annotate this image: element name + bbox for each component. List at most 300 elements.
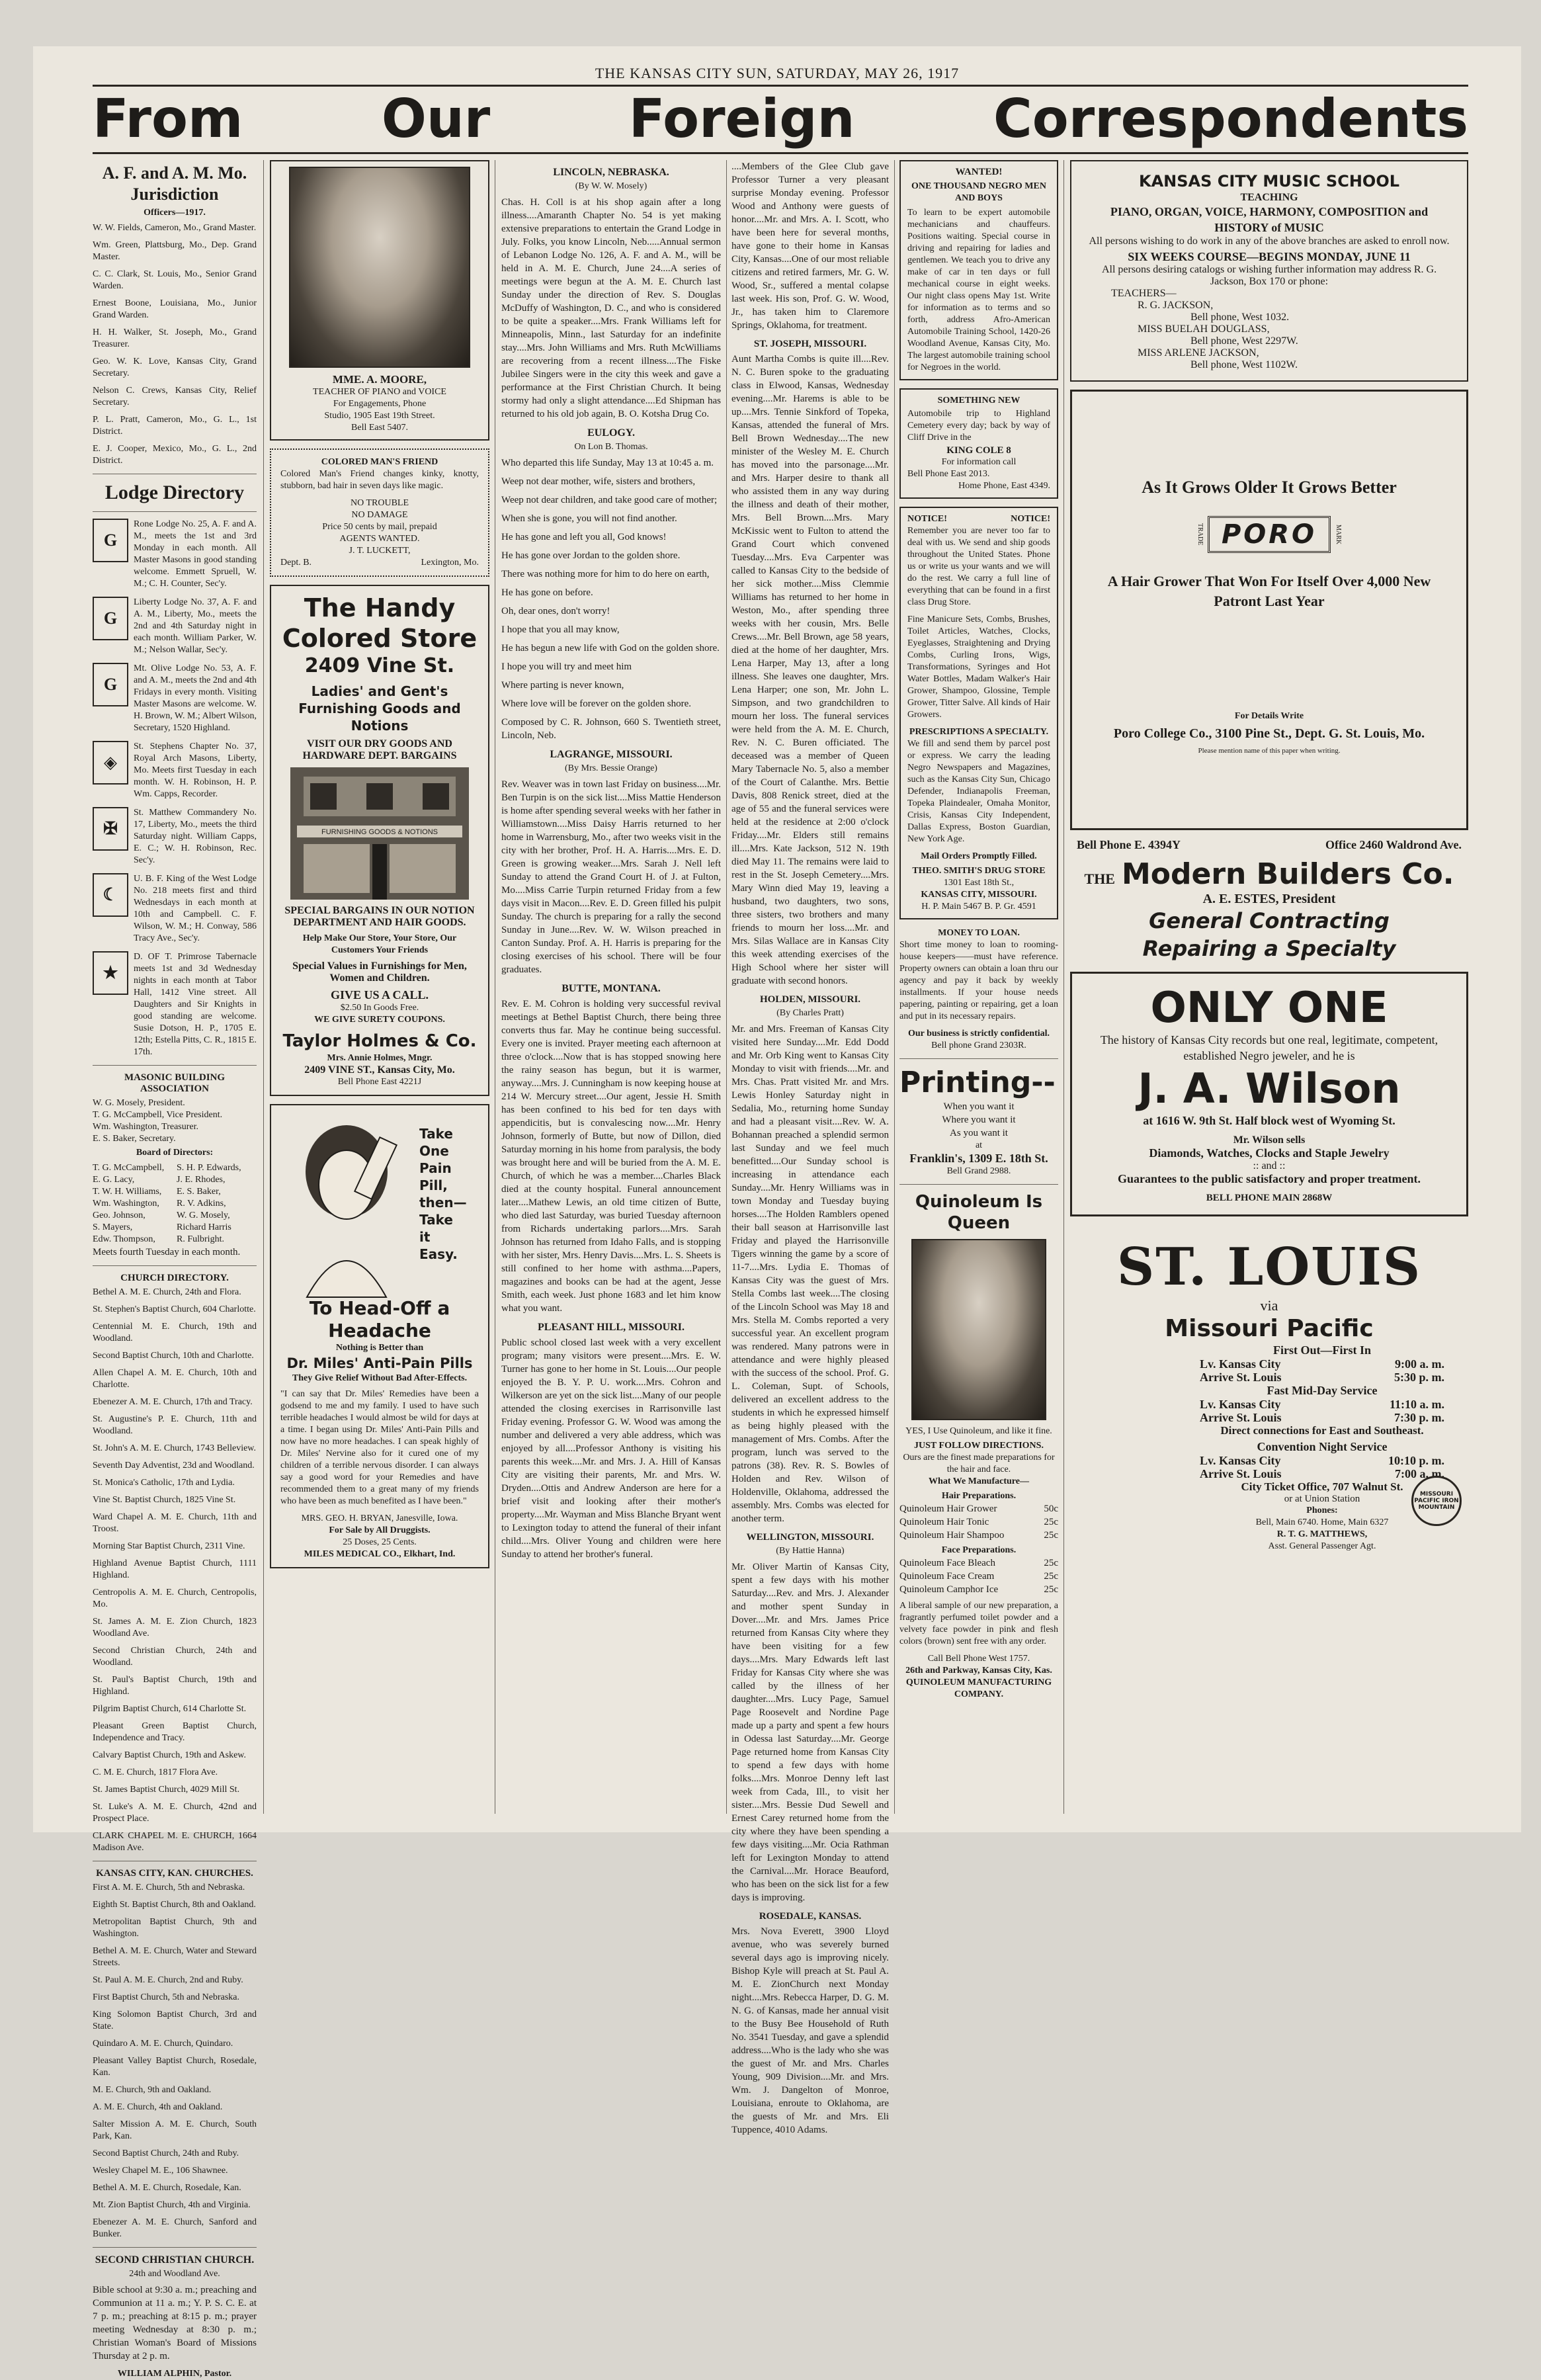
something-new-text: Automobile trip to Highland Cemetery every day; back by way of Cliff Drive in the [907,409,1050,443]
something-new-title: SOMETHING NEW [937,396,1020,405]
printing-phone: Bell Grand 2988. [946,1166,1011,1176]
church-entry: St. James Baptist Church, 4029 Mill St. [93,1785,240,1795]
convention-night: Convention Night Service [1257,1440,1388,1453]
lodge-entry [93,519,257,590]
eulogy-composed: Composed by C. R. Johnson, 660 S. Twentieth street, Lincoln, Neb. [501,717,721,741]
column-ads-middle [899,160,1058,1814]
church-entry: Second Christian Church, 24th and Woodland. [93,1646,257,1668]
dateline: THE KANSAS CITY SUN, SATURDAY, MAY 26, 1917 [595,65,960,81]
hair-preparations-title: Hair Preparations. [941,1491,1017,1501]
column-rule [894,160,895,1814]
drug-store-phone: H. P. Main 5467 B. P. Gr. 4591 [921,902,1036,912]
price-row [899,1515,1058,1529]
train-time: 11:10 a. m. [1390,1398,1444,1411]
price-row [899,1502,1058,1515]
store-front-illustration [290,767,469,900]
builders-president: A. E. ESTES, President [1202,892,1336,906]
verse-line: Weep not dear children, and take good care of mother; [501,495,718,505]
miles-signature: MRS. GEO. H. BRYAN, Janesville, Iowa. [301,1513,458,1523]
butte-text: Rev. E. M. Cohron is holding very successful revival meetings at Bethel Baptist Church, there being three converts thus far. May he continue being successful. Every one is invited. Prayer meeting each afternoon at three o'clock....Now that is has stopped snowing here the rainy season has begun, but it is warmer, anyway....Mrs. J. Cunningham is now keeping house at 214 W. Mercury street....Our agent, Jessie H. Smith has been confined to his bed for ten days with appendicitis, but is convalescing now....Mr. Henry Johnson, formerly of Butte, but now of Dillon, died Saturday morning in his home from paralysis, the body was brought here and will be buried from the A. M. E. Church, of which he was a member....Charles Black died at the county hospital. Funeral announcement later....Mathew Lewis, an old time citizen of Butte, who died last Saturday, was buried Tuesday afternoon from Richards undertaking parlors....Mrs. Sarah Johnson has returned from Idaho Falls, and is stopping with her sister, Mrs. Henry Davis....Mrs. L. S. Sheets is still confined to her home with asthma....Papers, magazines and books can be had at the agent, Jesse Smith, each week. Just phone 1683 and let him know what you want. [501,999,721,1314]
drug-store-ad [899,507,1058,919]
handy-help: Help Make Our Store, Your Store, Our Customers Your Friends [302,933,457,955]
kck-churches-title: KANSAS CITY, KAN. CHURCHES. [96,1868,253,1879]
cmf-line: AGENTS WANTED. [339,534,420,544]
church-entry: St. Augustine's P. E. Church, 11th and Woodland. [93,1414,257,1436]
money-confidential: Our business is strictly confidential. [907,1029,1050,1039]
miles-slogan-line: it [419,1229,431,1245]
church-entry: Seventh Day Adventist, 23d and Woodland. [93,1461,255,1470]
handy-address: 2409 Vine St. [304,654,455,677]
second-christian-pastor: WILLIAM ALPHIN, Pastor. [117,2369,232,2379]
lincoln-byline: (By W. W. Mosely) [575,181,647,191]
wilson-and: :: and :: [1253,1160,1286,1171]
lodge-entry [93,741,257,800]
handy-coupons: WE GIVE SURETY COUPONS. [314,1015,445,1025]
church-entry: Wesley Chapel M. E., 106 Shawnee. [93,2166,228,2176]
wilson-address: at 1616 W. 9th St. Half block west of Wyoming St. [1143,1114,1395,1127]
officer-entry: C. C. Clark, St. Louis, Mo., Senior Grand Warden. [93,269,257,291]
second-christian-text: Bible school at 9:30 a. m.; preaching and Communion at 11 a. m.; Y. P. S. C. E. at 7 p. m.; preaching at 8:15 p. m.; prayer meeting Wednesday at 8:30 p. m.; Christian Woman's Board of Missions Thursday at 2 p. m. [93,2285,257,2361]
officer-entry: Ernest Boone, Louisiana, Mo., Junior Grand Warden. [93,298,257,320]
music-enroll: All persons wishing to do work in any of the above branches are asked to enroll now. [1089,235,1450,247]
church-entry: Bethel A. M. E. Church, 24th and Flora. [93,1287,241,1297]
officer-entry: Nelson C. Crews, Kansas City, Relief Secretary. [93,386,257,407]
poro-ad [1070,390,1468,830]
printing-title: Printing-- [899,1066,1056,1099]
train-row [1200,1398,1444,1411]
music-teachers [1085,300,1454,371]
notice-right: NOTICE! [1011,514,1050,524]
miles-slogan-line: Pain Pill, [419,1160,452,1193]
train-row [1200,1411,1444,1424]
poro-mention: Please mention name of this paper when writing. [1198,747,1341,755]
handy-visit: VISIT OUR DRY GOODS AND HARDWARE DEPT. BARGAINS [302,738,457,761]
verse-line: Where parting is never known, [501,680,624,691]
director-name: R. Fulbright. [177,1234,224,1244]
director-name: Wm. Washington, [93,1199,159,1209]
colored-mans-friend-ad [270,448,489,577]
lagrange-text: Rev. Weaver was in town last Friday on business....Mr. Ben Turpin is on the sick list....Miss Mattie Henderson is home after spending several weeks with her father in Williamstown....Miss Daisy Harris returned to her home in Warrensburg, Mo., after two weeks visit in the city with her brother, Prof. H. A. Harris....Mrs. E. D. Green is growing weaker....Mrs. Sarah J. Nell left Sunday to attend the Grand Court H. of J. at Fulton, Mo....Miss Carrie Turpin returned Friday from a few days visit in Macon....Rev. E. D. Green filled his pulpit Sunday. The church is preparing for a rally the second Sunday in June....Rev. W. W. Wilson preached in Canton Sunday. Prof. A. H. Harris is preparing for the closing exercises of his school. There will be four graduates. [501,779,721,975]
masonic-title: MASONIC BUILDING ASSOCIATION [124,1072,226,1094]
church-entry: Highland Avenue Baptist Church, 1111 Highland. [93,1558,257,1580]
hair-price-list [899,1502,1058,1542]
lodge-entry [93,807,257,867]
lodge-text: Liberty Lodge No. 37, A. F. and A. M., Liberty, Mo., meets the 2nd and 4th Saturday night in each month. William Parker, W. M.; Nelson Wallar, Sec'y. [134,597,257,655]
masonic-emblem-icon: ★ [93,951,128,995]
wanted-sub: ONE THOUSAND NEGRO MEN AND BOYS [911,181,1046,203]
directors-right [177,1162,257,1246]
director-name: Edw. Thompson, [93,1234,155,1244]
moore-ad [270,160,489,441]
handy-values: Special Values in Furnishings for Men, Women and Children. [292,960,467,984]
product-name: Quinoleum Hair Grower [899,1504,997,1514]
column-rule [1063,160,1064,1814]
printing-line: Where you want it [942,1115,1016,1125]
phones: Bell, Main 6740. Home, Main 6327 [1255,1517,1389,1527]
church-entry: Salter Mission A. M. E. Church, South Park, Kan. [93,2119,257,2141]
lodge-entry [93,663,257,734]
something-new-phone-home: Home Phone, East 4349. [958,481,1050,491]
masonic-officers [93,1097,257,1145]
verse-line: I hope that you all may know, [501,624,620,635]
moore-portrait [289,167,470,368]
notice-text-goods: Fine Manicure Sets, Combs, Brushes, Toilet Articles, Watches, Clocks, Eyeglasses, Straightening and Drying Combs, Curling Irons, Wigs, Transformations, Syringes and Hot Water Bottles, Madam Walker's Hair Grower, Shampoo, Glossine, Temple Grower, Titter Salve. All kinds of Hair Growers. [907,615,1050,720]
wanted-ad [899,160,1058,380]
church-entry: Vine St. Baptist Church, 1825 Vine St. [93,1495,236,1505]
officer-entry: Geo. W. K. Love, Kansas City, Grand Secretary. [93,357,257,378]
builders-office: Office 2460 Waldrond Ave. [1325,838,1462,851]
rosedale-text: Mrs. Nova Everett, 3900 Lloyd avenue, who was severely burned several days ago is improving nicely. Bishop Kyle will preach at St. Paul A. M. E. ZionChurch next Monday night....Mrs. Rebecca Harper, D. G. M. N. G. of Kansas, made her annual visit to the Busy Bee Household of Ruth No. 3541 Tuesday, and gave a splendid address....Who is the lady who she was the guest of Mr. and Mrs. Charles Young, 909 Division....Mr. and Mrs. Wm. J. Dangelton of Monroe, Louisiana, enroute to Oklahoma, are the guests of Mr. and Mrs. Eli Tuppence, 4010 Adams. [731,1926,889,2135]
agent-title: Asst. General Passenger Agt. [1268,1541,1376,1551]
verse-line: I hope you will try and meet him [501,661,632,672]
church-entry: C. M. E. Church, 1817 Flora Ave. [93,1767,218,1777]
cmf-lines [280,497,479,557]
lodge-text: Mt. Olive Lodge No. 53, A. F. and A. M., meets the 2nd and 4th Fridays in every month. Visiting Master Masons are welcome. W. H. Brown, W. M.; Albert Wilson, Secretary, 1520 Highland. [134,663,257,733]
music-teaching: TEACHING [1240,192,1298,203]
church-entry: Quindaro A. M. E. Church, Quindaro. [93,2039,233,2049]
quinoleum-sample: A liberal sample of our new preparation, a fragrantly perfumed toilet powder and a velvety face powder in pink and flesh colors (brown) sent free with any order. [899,1601,1058,1646]
divider [93,511,257,512]
miles-headline: To Head-Off a Headache [309,1297,450,1341]
train-time: 9:00 a. m. [1395,1357,1444,1371]
direct-connections: Direct connections for East and Southeast. [1220,1424,1424,1437]
music-six-weeks: SIX WEEKS COURSE—BEGINS MONDAY, JUNE 11 [1128,250,1411,263]
verse-line: He has gone over Jordan to the golden shore. [501,550,681,561]
train-row [1200,1454,1444,1467]
poro-trade: TRADE [1196,523,1204,546]
builders-name: Modern Builders Co. [1121,857,1454,891]
poro-address: Poro College Co., 3100 Pine St., Dept. G. St. Louis, Mo. [1113,726,1425,741]
quinoleum-company: QUINOLEUM MANUFACTURING COMPANY. [905,1678,1052,1699]
mid-day: Fast Mid-Day Service [1267,1384,1378,1397]
af-am-subtitle: Officers—1917. [144,208,206,218]
king-cole: KING COLE 8 [946,445,1011,456]
price-row [899,1529,1058,1542]
poro-logo [1085,516,1453,553]
church-entry: Bethel A. M. E. Church, Rosedale, Kan. [93,2183,241,2193]
church-entry: Pilgrim Baptist Church, 614 Charlotte St. [93,1704,247,1714]
store-sign: FURNISHING GOODS & NOTIONS [321,828,438,836]
director-name: E. S. Baker, [177,1187,221,1197]
money-title: MONEY TO LOAN. [938,928,1020,938]
teacher-phone: Bell phone, West 1102W. [1190,359,1298,370]
column-ads-left [270,160,489,1814]
printing-line: When you want it [943,1101,1015,1112]
product-name: Quinoleum Camphor Ice [899,1584,999,1595]
wellington-text: Mr. Oliver Martin of Kansas City, spent a few days with his mother Saturday....Rev. and Mrs. J. Alexander and mother spent Sunday in Dover....Mr. and Mrs. James Price returned from Kansas City where they have been visiting for a few days....Mrs. Mary Edwards left last Friday for Kansas City where she was called by the illness of her daughter....Mrs. Lucy Page, Samuel Page Roosevelt and Nordine Page made up a party and spent a few hours in Odessa last Saturday....Mr. George Page returned home from Kansas City to spend a few days with home folks....Mrs. Monroe Denny left last week from Cada, Ill., to visit her sister....Mrs. Bessie Dud Sewell and Ernest Carey returned home from the city where they have been spending a few days visiting....Mr. Ocia Rathman left for Lexington Monday to attend the Carnival....Mr. Horace Beauford, who has been on the sick list for a few days is improving. [731,1562,889,1903]
phones-label: Phones: [1306,1506,1338,1515]
holden-text: Mr. and Mrs. Freeman of Kansas City visited here Sunday....Mr. Edd Dodd and Mr. Orb King went to Kansas City Monday to visit with friends....Mr. and Mrs. Chas. Pratt visited Mr. and Mrs. Lewis Honley Saturday night in Sedalia, Mo., returning home Sunday and had a pleasant visit....Rev. W. A. Bohannan preached a splendid sermon last Sunday and we feel much benefitted....Our Sunday school is increasing in attendance each Sunday....Mr. Henry Williams was in town Monday and Tuesday buying horses....The Holden Ramblers opened their ball season at Harrisonville last Friday and played the Harrisonville Tigers winning the game by a score of 11-7....Mrs. Lydia E. Thomas of Kansas City was the guest of Mrs. Stella Combs last week....The closing of the Lincoln School was May 18 and Mrs. Stella M. Combs reported a very successful year. An excellent program was rendered. Many patrons were in attendance and were highly pleased with the success of the school. Prof. G. L. Coleman, Supt. of Schools, delivered an excellent address to the students in which he expressed himself as being highly pleased with the management of Mrs. Combs. After the program, lunch was served to the patrons (38). Rev. R. S. Bowles of Holden and Rev. Wilson of Holdenville, Oklahoma, addressed the assembly. Mrs. Combs was elected for another term. [731,1024,889,1524]
taylor-holmes-address: 2409 VINE ST., Kansas City, Mo. [304,1064,455,1076]
train-times-midday [1200,1398,1444,1424]
church-entry: First Baptist Church, 5th and Nebraska. [93,1992,240,2002]
church-entry: Ward Chapel A. M. E. Church, 11th and Troost. [93,1512,257,1534]
moore-line: For Engagements, Phone [333,399,427,409]
moore-line: TEACHER OF PIANO and VOICE [313,387,446,397]
something-new-ad [899,388,1058,499]
missouri-pacific: Missouri Pacific [1165,1315,1374,1342]
teacher-phone: Bell phone, West 2297W. [1190,335,1298,347]
price-row [899,1583,1058,1596]
product-name: Quinoleum Face Bleach [899,1558,995,1568]
miles-product: Dr. Miles' Anti-Pain Pills [286,1355,473,1371]
lincoln-text: Chas. H. Coll is at his shop again after a long illness....Amaranth Chapter No. 54 is yet making extensive preparations to entertain the Grand Lodge in July. Folks, you know Lincoln, Neb.....Annual sermon of Lebanon Lodge No. 126, A. F. and A. M., will be held in A. M. E. Church, June 24....A series of meetings were begun at the A. M. E. Church last Sunday under the direction of Rev. S. Douglas McDuffy of Washington, D. C., and who is considered to be quite a speaker....Mrs. Frank Williams left for Minneapolis, Minn., last Saturday for an indefinite stay....Mrs. John Williams and Mrs. Ruth McWilliams are recovering from a recent illness....The Fiske Jubilee Singers were in the city this week and gave a performance at the First Christian Church. It being stormy had only a slight attendance....Ed Shipman has returned to his old job again, B. O. Kotsha Drug Co. [501,197,721,419]
cmf-text: Colored Man's Friend changes kinky, knotty, stubborn, bad hair in seven days like magic. [280,469,479,491]
teacher-name: MISS BUELAH DOUGLASS, [1138,323,1270,335]
miles-slogan [419,1112,479,1297]
director-name: E. G. Lacy, [93,1175,135,1185]
product-price: 25c [1044,1530,1058,1541]
agent-name: R. T. G. MATTHEWS, [1276,1529,1368,1539]
money-phone: Bell phone Grand 2303R. [931,1041,1026,1050]
officer-entry: P. L. Pratt, Cameron, Mo., G. L., 1st District. [93,415,257,437]
church-entry: Allen Chapel A. M. E. Church, 10th and Charlotte. [93,1368,257,1390]
first-out: First Out—First In [1273,1343,1371,1357]
handy-goods-free: $2.50 In Goods Free. [340,1003,419,1013]
directors-meet: Meets fourth Tuesday in each month. [93,1247,241,1257]
product-name: Quinoleum Hair Tonic [899,1517,989,1527]
cmf-line: Price 50 cents by mail, prepaid [322,522,437,532]
director-name: T. W. H. Williams, [93,1187,162,1197]
lodge-text: Rone Lodge No. 25, A. F. and A. M., meets the 1st and 3rd Monday in each month. All Master Masons in good standing welcome. Emmett Spruell, W. M.; C. H. Counter, Sec'y. [134,519,257,589]
church-entry: Calvary Baptist Church, 19th and Askew. [93,1750,247,1760]
miles-relief: They Give Relief Without Bad After-Effects. [292,1373,468,1383]
music-teachers-label: TEACHERS— [1111,288,1177,299]
train-label: Arrive St. Louis [1200,1467,1282,1480]
church-entry: St. Luke's A. M. E. Church, 42nd and Prospect Place. [93,1802,257,1824]
teacher-phone: Bell phone, West 1032. [1190,312,1290,323]
face-price-list [899,1556,1058,1596]
cmf-line: NO TROUBLE [350,498,409,508]
column-news-1 [501,160,721,1814]
wanted-text: To learn to be expert automobile mechanicians and chauffeurs. Positions waiting. Special course in driving and repairing for ladies and gentlemen. We teach you to drive any make of car in ten days or full mechanical course in eight weeks. Our night class opens May 1st. Write for information as to terms and so forth, address Afro-American Automobile Training School, 1420-26 Woodland Avenue, Kansas City, Mo. The largest automobile training school for Negroes in the world. [907,208,1050,372]
union-station: or at Union Station [1284,1494,1360,1504]
woman-portrait-icon [280,1112,413,1297]
st-joseph-text: Aunt Martha Combs is quite ill....Rev. N. C. Buren spoke to the graduating class in Elwood, Kansas, Wednesday evening....Mr. Harems is able to be up....Mrs. Tennie Sinkford of Topeka, Kansas, attended the funeral of Mrs. Bell Brown Wednesday....The new minister of the Wesley M. E. Church has moved into the parsonage....Mr. and Mrs. Harper desire to thank all who assisted them in any way during the illness and death of their mother, Mrs. Bell Brown....Mrs. Mary McKissic went to Fulton to attend the Grand Court which convened Tuesday....Mrs. Eva Carpenter was called to Kansas City to the bedside of her sick mother....Miss Clemmie Williams has returned to her home in Weston, Mo., after spending three weeks with her cousin, Mrs. Belle Crews....Mr. Bell Brown, age 58 years, died at the home of her daughter, Mrs. Lena Harper, May 13, after a long illness. She leaves one daughter, Mrs. Lena Harper; one son, Mr. John L. Simpson, and two grandchildren to mourn her loss. The funeral services were held from the A. M. E. Church, Rev. N. C. Buren officiated. The deceased was a member of Queen Mary Tabernacle No. 5, also a member of the Court of Calanthe. Mrs. Bettie Davis, 808 Renick street, died at the age of 55 and the funeral services were held at the residence at 2:00 o'clock Friday....Mr. Elders still remains ill....Mrs. Kate Jackson, 512 N. 19th died May 11. The remains were laid to rest in the St. Joseph Cemetery....Mrs. Mary Winn died May 19, leaving a husband, two daughters, two sons, three sisters, two brothers and many friends to mourn her loss....Mr. and Mrs. Silas Wallace are in Kansas City this week attending exercises of the High School where her sister will graduate with second honors. [731,354,889,986]
quinoleum-follow: JUST FOLLOW DIRECTIONS. [914,1441,1044,1451]
train-label: Lv. Kansas City [1200,1357,1281,1371]
director-name: R. V. Adkins, [177,1199,226,1209]
cmf-line: NO DAMAGE [351,510,408,520]
handy-goods: Ladies' and Gent's Furnishing Goods and Notions [298,683,461,734]
verse-line: Where love will be forever on the golden shore. [501,699,691,709]
page-headline: From Our Foreign Correspondents [93,88,1468,149]
poro-slogan: As It Grows Older It Grows Better [1142,478,1397,497]
train-times-morning [1200,1357,1444,1384]
notice-text: Remember you are never too far to deal with us. We send and ship goods throughout the United States. Phone us or write us your wants and we will do the rest. We carry a full line of everything that can be found in a first class Drug Store. [907,526,1050,607]
builders-header [1077,838,1462,852]
lodge-entry [93,597,257,656]
train-label: Lv. Kansas City [1200,1398,1281,1411]
wilson-sells: Mr. Wilson sells [1233,1134,1306,1146]
director-name: Richard Harris [177,1222,231,1232]
masonic-emblem-icon: ◈ [93,741,128,785]
product-price: 25c [1044,1584,1058,1595]
church-entry: Ebenezer A. M. E. Church, Sanford and Bunker. [93,2217,257,2239]
masonic-emblem-icon: G [93,663,128,706]
holden-title: HOLDEN, MISSOURI. [759,994,861,1005]
miles-slogan-line: Take [419,1126,453,1142]
cmf-line: J. T. LUCKETT, [349,546,411,556]
masonic-officer: E. S. Baker, Secretary. [93,1134,176,1144]
miles-pills-ad [270,1104,489,1568]
miles-company: MILES MEDICAL CO., Elkhart, Ind. [304,1549,456,1559]
miles-slogan-line: Take [419,1212,453,1228]
af-am-title: A. F. and A. M. Mo. Jurisdiction [102,163,247,204]
notice-left: NOTICE! [907,514,947,524]
music-title: KANSAS CITY MUSIC SCHOOL [1138,172,1400,191]
church-entry: M. E. Church, 9th and Oakland. [93,2085,212,2095]
handy-special: SPECIAL BARGAINS IN OUR NOTION DEPARTMENT AND HAIR GOODS. [284,905,475,928]
newspaper-page [33,46,1521,2379]
quinoleum-title: Quinoleum Is Queen [915,1192,1043,1233]
wellington-byline: (By Hattie Hanna) [776,1546,845,1556]
wilson-name: J. A. Wilson [1138,1064,1401,1113]
ticket-office: City Ticket Office, 707 Walnut St. [1241,1480,1403,1493]
church-entry: A. M. E. Church, 4th and Oakland. [93,2102,223,2112]
printing-lines [899,1100,1058,1140]
st-louis-title: ST. LOUIS [1116,1237,1422,1297]
masonic-emblem-icon: G [93,597,128,640]
verse-line: He has gone on before. [501,587,593,598]
quinoleum-what: What We Manufacture— [929,1476,1029,1486]
director-name: W. G. Mosely, [177,1211,230,1220]
product-name: Quinoleum Face Cream [899,1571,995,1582]
printing-line: As you want it [950,1128,1008,1138]
face-preparations-title: Face Preparations. [941,1545,1017,1555]
st-louis-via: via [1260,1297,1278,1314]
product-price: 25c [1044,1517,1058,1527]
verse-line: He has begun a new life with God on the golden shore. [501,643,720,654]
wilson-jeweler-ad [1070,972,1468,1216]
train-label: Arrive St. Louis [1200,1411,1282,1424]
music-school-ad [1070,160,1468,382]
director-name: J. E. Rhodes, [177,1175,226,1185]
product-price: 50c [1044,1504,1058,1514]
directors-title: Board of Directors: [136,1148,214,1158]
church-entry: King Solomon Baptist Church, 3rd and State. [93,2010,257,2031]
eulogy-intro: Who departed this life Sunday, May 13 at 10:45 a. m. [501,458,714,468]
price-row [899,1556,1058,1570]
product-price: 25c [1044,1571,1058,1582]
train-row [1200,1467,1444,1480]
miles-slogan-line: One [419,1143,449,1159]
divider [93,1265,257,1266]
cmf-title: COLORED MAN'S FRIEND [321,457,438,467]
lodge-text: U. B. F. King of the West Lodge No. 218 meets first and third Wednesdays in each month at 10th and Campbell. C. F. Wilson, W. M.; H. Conway, 586 Tracy Ave., Sec'y. [134,874,257,943]
miles-sale: For Sale by All Druggists. [329,1525,431,1535]
train-label: Lv. Kansas City [1200,1454,1281,1467]
church-entry: Pleasant Green Baptist Church, Independence and Tracy. [93,1721,257,1743]
church-entry: CLARK CHAPEL M. E. CHURCH, 1664 Madison Ave. [93,1831,257,1853]
church-entry: Morning Star Baptist Church, 2311 Vine. [93,1541,245,1551]
eulogy-subject: On Lon B. Thomas. [574,442,648,452]
moore-name: MME. A. MOORE, [332,373,427,386]
verse-line: Oh, dear ones, don't worry! [501,606,610,616]
lagrange-title: LAGRANGE, MISSOURI. [550,749,673,760]
wilson-phone: BELL PHONE MAIN 2868W [1206,1193,1333,1203]
masonic-emblem-icon: ✠ [93,807,128,851]
train-row [1200,1357,1444,1371]
church-entry: St. Paul A. M. E. Church, 2nd and Ruby. [93,1975,243,1985]
poro-grower: A Hair Grower That Won For Itself Over 4,000 New Patront Last Year [1107,573,1431,609]
drug-store-address: 1301 East 18th St., [943,878,1015,888]
lodge-entry [93,873,257,945]
church-entry: Pleasant Valley Baptist Church, Rosedale, Kan. [93,2056,257,2078]
moore-line: Bell East 5407. [351,423,408,433]
wilson-only-one: ONLY ONE [1150,984,1388,1033]
officer-entry: W. W. Fields, Cameron, Mo., Grand Master. [93,223,257,233]
church-entry: Centropolis A. M. E. Church, Centropolis, Mo. [93,1588,257,1609]
price-row [899,1570,1058,1583]
church-entry: Centennial M. E. Church, 19th and Woodland. [93,1322,257,1343]
directors-left [93,1162,173,1246]
lodge-list [93,519,257,1058]
taylor-holmes-phone: Bell Phone East 4221J [337,1077,422,1087]
church-entry: Mt. Zion Baptist Church, 4th and Virginia. [93,2200,251,2210]
handy-store-ad [270,585,489,1096]
officer-entry: Wm. Green, Plattsburg, Mo., Dep. Grand Master. [93,240,257,262]
masonic-emblem-icon: ☾ [93,873,128,917]
church-entry: Ebenezer A. M. E. Church, 17th and Tracy. [93,1397,253,1407]
top-rule [93,85,1468,87]
second-christian-title: SECOND CHRISTIAN CHURCH. [95,2254,255,2266]
church-entry: Eighth St. Baptist Church, 8th and Oakland. [93,1900,256,1910]
music-subjects: PIANO, ORGAN, VOICE, HARMONY, COMPOSITION and HISTORY of MUSIC [1110,205,1429,234]
missouri-pacific-badge: MISSOURI PACIFIC IRON MOUNTAIN [1411,1476,1462,1526]
miles-slogan-line: Easy. [419,1246,458,1262]
something-new-phone-bell: Bell Phone East 2013. [907,469,990,479]
masonic-officer: T. G. McCampbell, Vice President. [93,1110,223,1120]
handy-call: GIVE US A CALL. [330,988,429,1001]
church-entry: St. Stephen's Baptist Church, 604 Charlotte. [93,1304,256,1314]
train-time: 10:10 p. m. [1388,1454,1444,1467]
church-entry: Second Baptist Church, 10th and Charlotte. [93,1351,254,1361]
builders-the: THE [1084,871,1115,887]
church-list [93,1287,257,1854]
divider [93,2247,257,2248]
quinoleum-call: Call Bell Phone West 1757. [927,1654,1030,1664]
column-rule [726,160,727,1814]
wilson-history: The history of Kansas City records but one real, legitimate, competent, established Negro jeweler, and he is [1100,1033,1438,1062]
quinoleum-address: 26th and Parkway, Kansas City, Kas. [905,1666,1052,1676]
church-entry: First A. M. E. Church, 5th and Nebraska. [93,1883,245,1892]
builders-name-row [1077,857,1462,892]
prescriptions-text: We fill and send them by parcel post or express. We carry the leading Negro Newspapers and Magazines, such as the Kansas City Sun, Chicago Defender, Indianapolis Freeman, Topeka Plaindealer, Omaha Monitor, Crisis, Kansas City Independent, Dallas Express, Boston Guardian, New York Age. [907,739,1050,844]
verse-line: When she is gone, you will not find another. [501,513,677,524]
printing-at: at [975,1140,983,1150]
train-row [1200,1371,1444,1384]
church-directory-title: CHURCH DIRECTORY. [120,1273,229,1283]
director-name: Geo. Johnson, [93,1211,146,1220]
butte-title: BUTTE, MONTANA. [562,983,661,994]
drug-store-city: KANSAS CITY, MISSOURI. [921,890,1037,900]
lodge-directory-title: Lodge Directory [104,482,245,503]
masonic-officer: W. G. Mosely, President. [93,1098,185,1108]
second-christian-address: 24th and Woodland Ave. [129,2269,220,2279]
verse-line: He has gone and left you all, God knows! [501,532,667,542]
missouri-pacific-ad [1070,1224,1468,1566]
quinoleum-caption: YES, I Use Quinoleum, and like it fine. [905,1426,1052,1436]
officer-entry: H. H. Walker, St. Joseph, Mo., Grand Treasurer. [93,327,257,349]
masonic-emblem-icon: G [93,519,128,562]
train-time: 5:30 p. m. [1394,1371,1444,1384]
taylor-holmes-name: Taylor Holmes & Co. [282,1031,477,1051]
wilson-guarantee: Guarantees to the public satisfactory and proper treatment. [1118,1172,1421,1185]
builders-repair: Repairing a Specialty [1142,936,1396,961]
train-times-night [1200,1454,1444,1480]
lincoln-title: LINCOLN, NEBRASKA. [553,167,669,178]
